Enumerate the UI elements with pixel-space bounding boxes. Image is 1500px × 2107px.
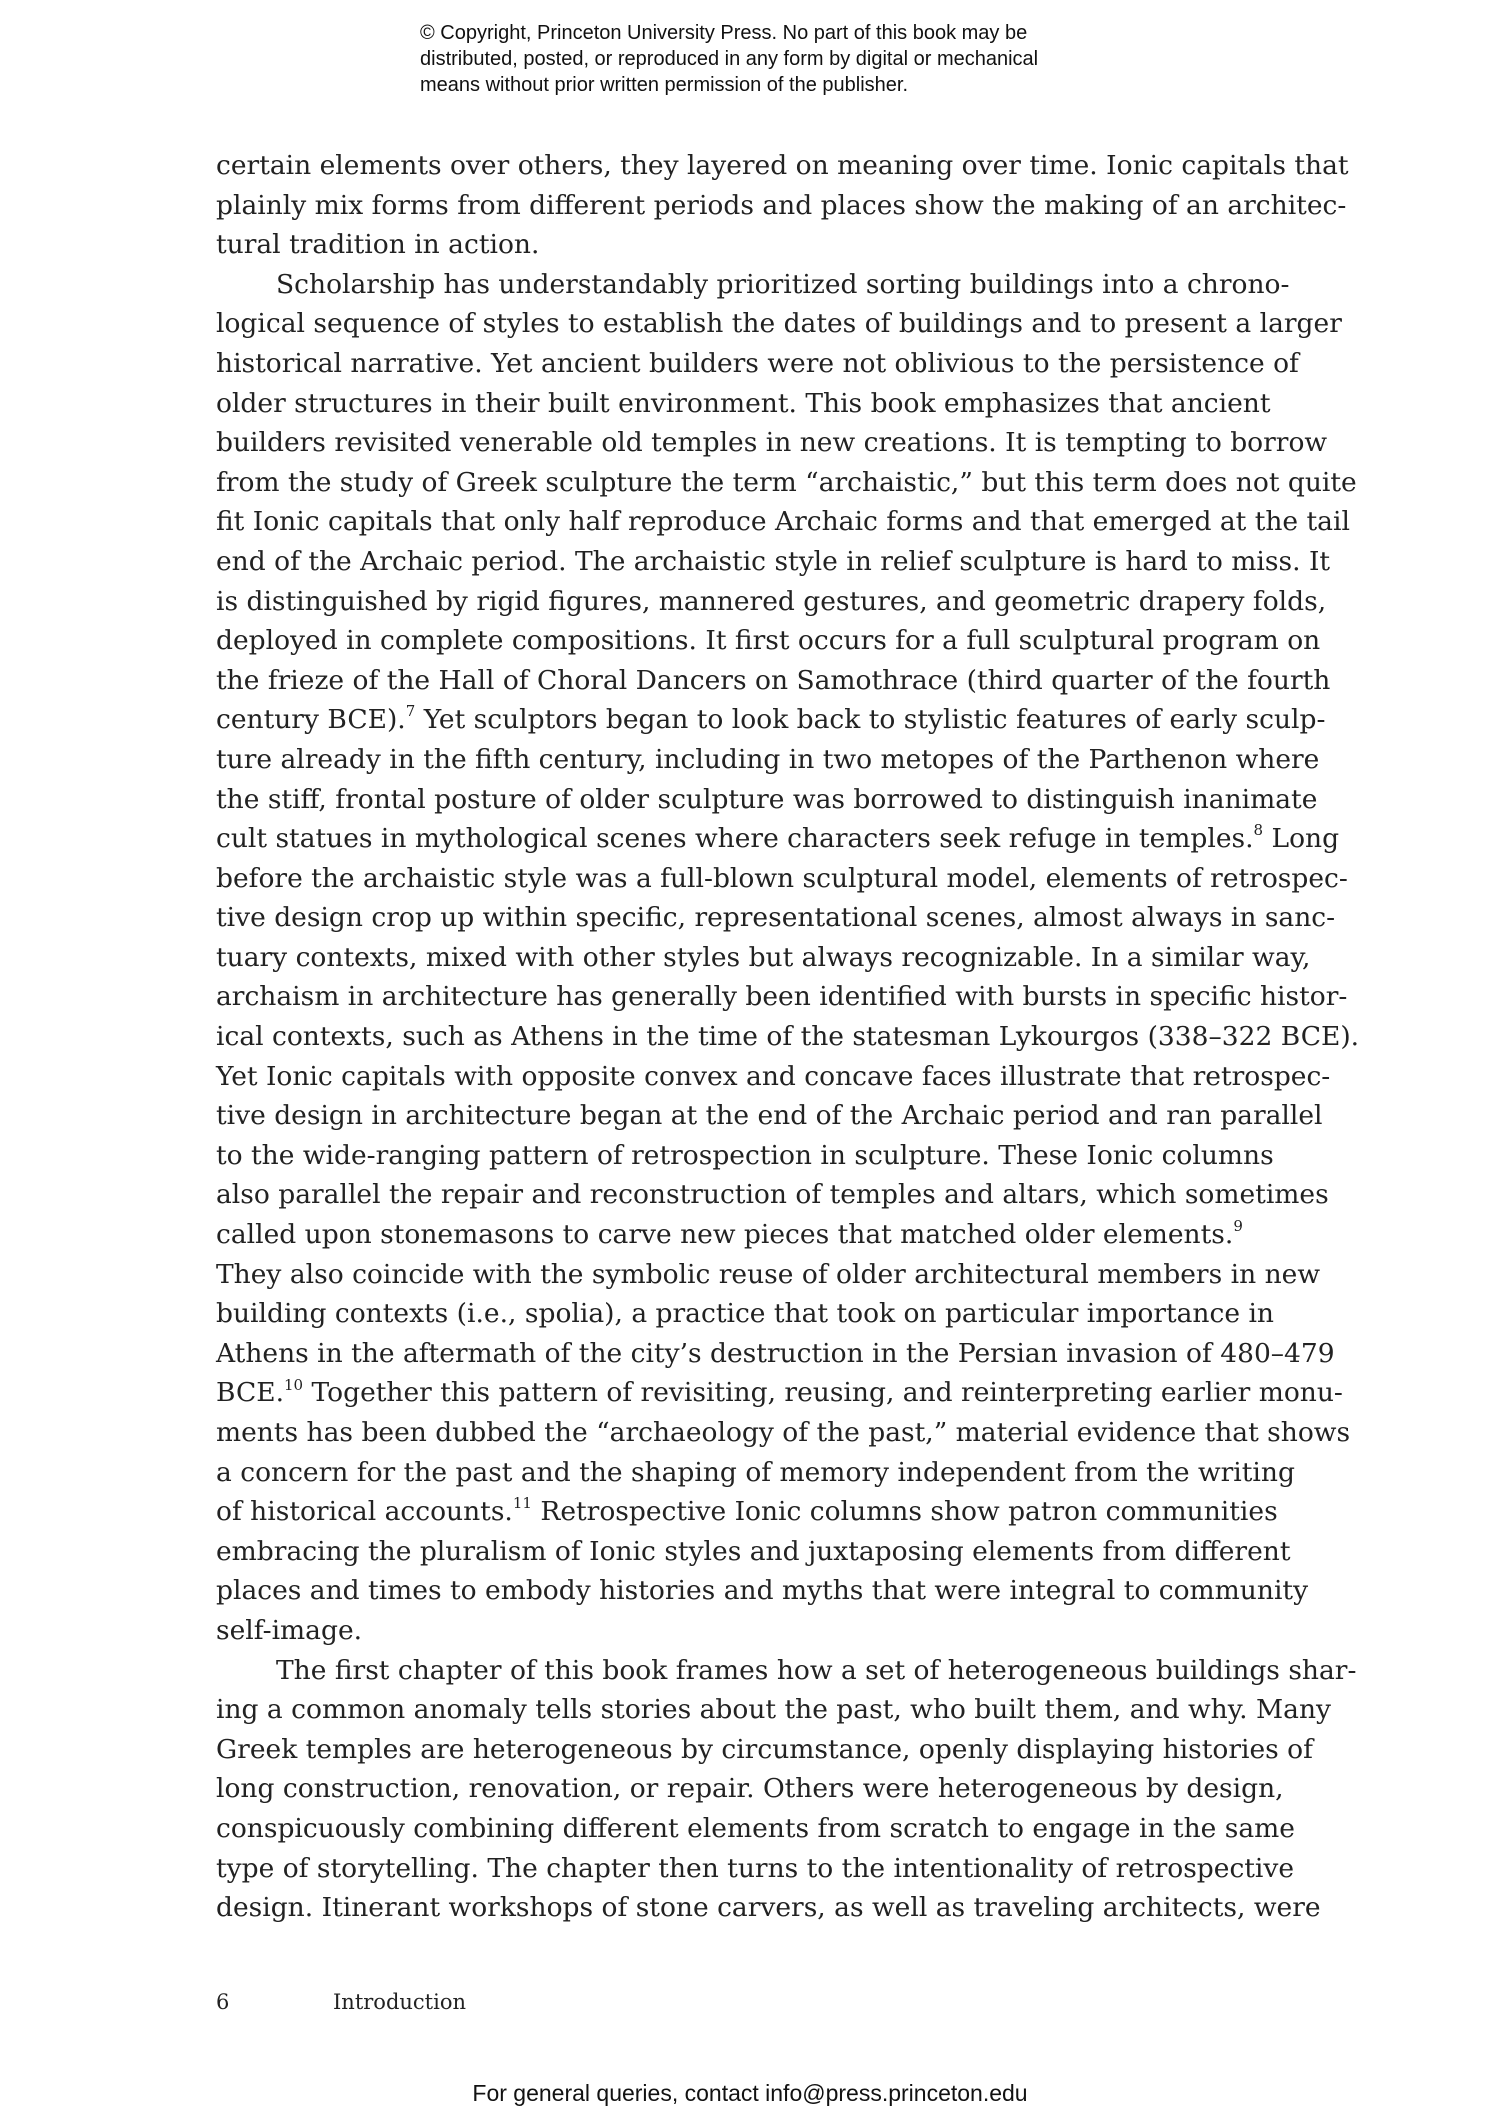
text-line: before the archaistic style was a full-blown sculptural model, elements of retrospec- <box>216 862 1348 894</box>
text-line: century BCE).$^7$ Yet sculptors began to look back to stylistic features of early sculp- <box>216 702 1326 736</box>
text-line: from the study of Greek sculpture the term “archaistic,” but this term does not quite <box>216 466 1357 498</box>
text-line: tural tradition in action. <box>216 229 540 261</box>
body-text <box>216 146 1360 1928</box>
text-line: plainly mix forms from different periods and places show the making of an architec- <box>216 189 1347 221</box>
text-line: to the wide-ranging pattern of retrospection in sculpture. These Ionic columns <box>216 1139 1274 1171</box>
text-line: certain elements over others, they layered on meaning over time. Ionic capitals that <box>216 150 1349 181</box>
paragraph-first-line: The first chapter of this book frames how a set of heterogeneous buildings shar- <box>276 1654 1357 1686</box>
copyright-line: means without prior written permission of the publisher. <box>420 74 909 96</box>
text-line: of historical accounts.$^{11}$ Retrospective Ionic columns show patron communities <box>216 1494 1278 1528</box>
text-line: cult statues in mythological scenes where characters seek refuge in temples.$^8$ Long <box>216 821 1340 855</box>
text-line: embracing the pluralism of Ionic styles and juxtaposing elements from different <box>216 1535 1291 1567</box>
text-line: They also coincide with the symbolic reuse of older architectural members in new <box>216 1258 1321 1290</box>
text-line: logical sequence of styles to establish the dates of buildings and to present a larger <box>216 308 1342 340</box>
text-line: type of storytelling. The chapter then turns to the intentionality of retrospective <box>216 1852 1295 1884</box>
footnote-ref[interactable]: 10 <box>284 1375 304 1394</box>
text-line: long construction, renovation, or repair. Others were heterogeneous by design, <box>216 1773 1284 1805</box>
text-line: tive design crop up within specific, representational scenes, almost always in sanc- <box>216 902 1336 934</box>
text-line: BCE.$^{10}$ Together this pattern of revisiting, reusing, and reinterpreting earlier monu- <box>216 1375 1343 1409</box>
paragraph-first-line: Scholarship has understandably prioritized sorting buildings into a chrono- <box>276 268 1290 300</box>
text-line: Athens in the aftermath of the city’s destruction in the Persian invasion of 480–479 <box>216 1337 1335 1369</box>
copyright-line: © Copyright, Princeton University Press. No part of this book may be <box>420 22 1028 44</box>
text-line: places and times to embody histories and myths that were integral to community <box>216 1575 1309 1607</box>
text-line: fit Ionic capitals that only half reproduce Archaic forms and that emerged at the tail <box>216 506 1350 538</box>
text-line: Greek temples are heterogeneous by circumstance, openly displaying histories of <box>216 1733 1313 1765</box>
text-line: tuary contexts, mixed with other styles but always recognizable. In a similar way, <box>216 941 1311 973</box>
footnote-ref[interactable]: 11 <box>512 1494 532 1513</box>
text-line: older structures in their built environment. This book emphasizes that ancient <box>216 387 1271 419</box>
text-line: end of the Archaic period. The archaistic style in relief sculpture is hard to miss. It <box>216 545 1331 577</box>
text-line: builders revisited venerable old temples in new creations. It is tempting to borrow <box>216 427 1328 459</box>
footnote-ref[interactable]: 9 <box>1233 1217 1243 1236</box>
contact-line: For general queries, contact info@press.princeton.edu <box>472 2080 1028 2106</box>
text-line: is distinguished by rigid figures, mannered gestures, and geometric drapery folds, <box>216 585 1327 617</box>
text-line: ical contexts, such as Athens in the time of the statesman Lykourgos (338–322 BCE). <box>216 1021 1360 1053</box>
text-line: self-image. <box>216 1614 363 1646</box>
running-footer-chapter: Introduction <box>333 1990 466 2014</box>
text-line: also parallel the repair and reconstruction of temples and altars, which sometimes <box>216 1179 1329 1211</box>
text-line: ments has been dubbed the “archaeology of the past,” material evidence that shows <box>216 1417 1351 1448</box>
text-line: ture already in the fifth century, including in two metopes of the Parthenon where <box>216 743 1320 775</box>
text-line: called upon stonemasons to carve new pieces that matched older elements.$^9$ <box>216 1217 1243 1251</box>
text-line: tive design in architecture began at the end of the Archaic period and ran parallel <box>216 1100 1323 1132</box>
copyright-notice <box>420 20 1120 98</box>
page-number: 6 <box>216 1990 230 2014</box>
text-line: archaism in architecture has generally been identified with bursts in specific histor- <box>216 981 1348 1013</box>
footnote-ref[interactable]: 8 <box>1253 821 1264 840</box>
copyright-line: distributed, posted, or reproduced in any form by digital or mechanical <box>420 48 1039 70</box>
text-line: historical narrative. Yet ancient builders were not oblivious to the persistence of <box>216 347 1299 379</box>
text-line: the stiff, frontal posture of older sculpture was borrowed to distinguish inanimate <box>216 783 1318 815</box>
text-line: design. Itinerant workshops of stone carvers, as well as traveling architects, were <box>216 1892 1321 1924</box>
text-line: building contexts (i.e., spolia), a practice that took on particular importance in <box>216 1298 1274 1330</box>
text-line: ing a common anomaly tells stories about the past, who built them, and why. Many <box>216 1694 1331 1726</box>
text-line: deployed in complete compositions. It first occurs for a full sculptural program on <box>216 625 1321 657</box>
footnote-ref[interactable]: 7 <box>405 702 416 721</box>
text-line: the frieze of the Hall of Choral Dancers on Samothrace (third quarter of the fourth <box>216 664 1331 696</box>
text-line: a concern for the past and the shaping of memory independent from the writing <box>216 1456 1295 1488</box>
text-line: conspicuously combining different elements from scratch to engage in the same <box>216 1812 1295 1844</box>
text-line: Yet Ionic capitals with opposite convex and concave faces illustrate that retrospec- <box>216 1060 1331 1092</box>
